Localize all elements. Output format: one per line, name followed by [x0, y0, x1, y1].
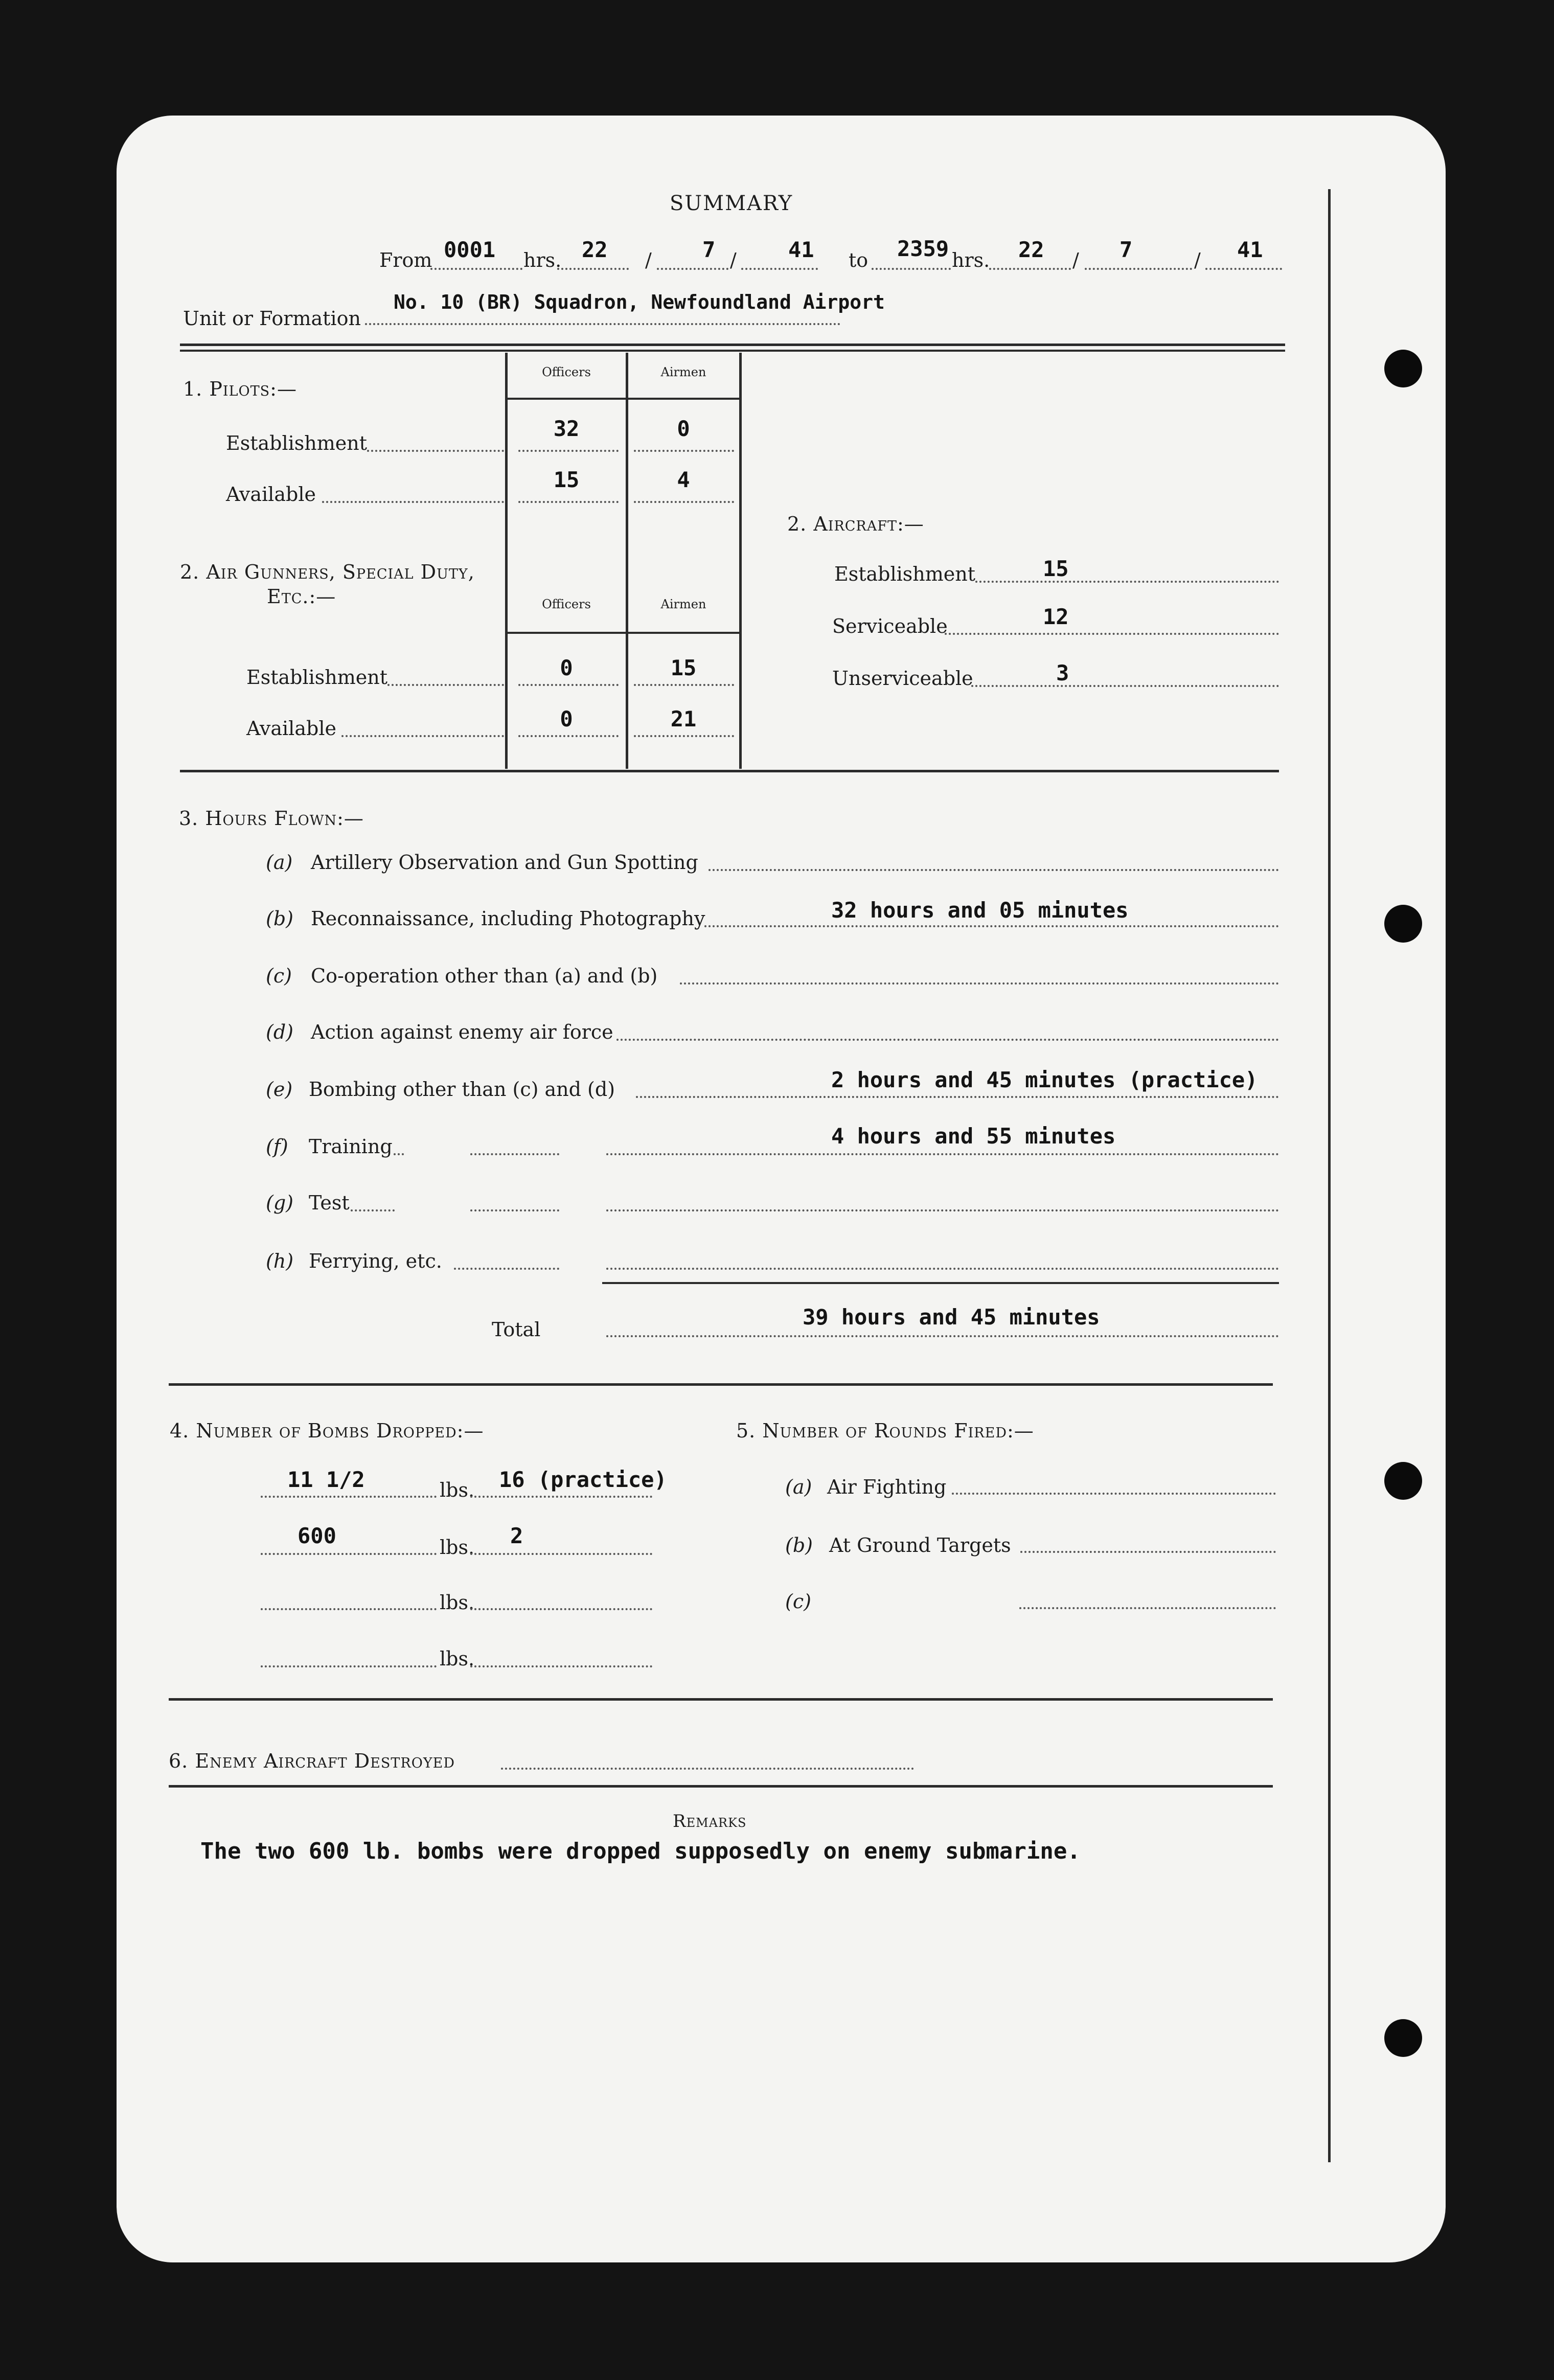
to-year-line	[1205, 268, 1282, 270]
enemy-line	[501, 1768, 914, 1770]
hours-item-value: 4 hours and 55 minutes	[831, 1124, 1116, 1149]
hours-item-letter: (e)	[266, 1078, 293, 1101]
from-time-line	[430, 268, 522, 270]
rounds-item-letter: (c)	[785, 1590, 811, 1613]
bomb-count-line	[470, 1553, 652, 1555]
hours-item-line	[636, 1096, 1279, 1098]
gunners-heading: 2. Air Gunners, Special Duty,	[180, 561, 475, 583]
pilots-available-officers: 15	[553, 467, 580, 492]
gunners-establishment-officers: 0	[560, 655, 573, 680]
gunners-establishment-line	[634, 684, 734, 686]
total-rule	[602, 1282, 1279, 1284]
hours-item-line	[606, 1268, 1279, 1270]
hours-item-line	[454, 1268, 559, 1270]
bomb-count-line	[470, 1665, 652, 1667]
hours-item-line	[616, 1039, 1279, 1041]
hours-heading: 3. Hours Flown:—	[179, 807, 364, 830]
bomb-count-line	[470, 1496, 652, 1498]
hours-item-label: Test	[309, 1192, 350, 1214]
to-year: 41	[1237, 237, 1263, 262]
hours-item-letter: (f)	[266, 1135, 288, 1158]
aircraft-unserviceable-label: Unserviceable	[832, 667, 973, 690]
date-separator: /	[730, 249, 737, 271]
hours-total-value: 39 hours and 45 minutes	[803, 1305, 1100, 1330]
from-month-line	[657, 268, 728, 270]
gunners-available-label: Available	[246, 717, 336, 740]
pilots-establishment-line	[367, 450, 504, 452]
rounds-item-letter: (a)	[785, 1476, 812, 1498]
section-rule	[180, 770, 1279, 772]
unit-label: Unit or Formation	[183, 307, 361, 330]
bomb-weight: 600	[298, 1523, 336, 1548]
binder-hole	[1384, 2019, 1422, 2057]
pilots-available-airmen: 4	[677, 467, 690, 492]
table-rule	[506, 398, 740, 400]
table-rule	[505, 353, 508, 769]
hours-item-value: 2 hours and 45 minutes (practice)	[831, 1067, 1258, 1092]
pilots-establishment-line	[518, 450, 619, 452]
to-label: to	[849, 249, 869, 271]
pilots-airmen-header: Airmen	[660, 365, 706, 379]
pilots-available-label: Available	[226, 483, 316, 506]
aircraft-establishment: 15	[1043, 556, 1069, 581]
hours-item-label: Ferrying, etc.	[309, 1250, 442, 1272]
pilots-establishment-line	[634, 450, 734, 452]
bomb-count: 16 (practice)	[499, 1467, 667, 1492]
rounds-item-line	[1019, 1607, 1276, 1609]
rounds-item-line	[1020, 1551, 1276, 1553]
gunners-available-line	[341, 735, 504, 737]
rounds-heading: 5. Number of Rounds Fired:—	[736, 1420, 1034, 1442]
hours-item-line	[704, 925, 1279, 927]
bomb-count-line	[470, 1608, 652, 1610]
rounds-item-line	[952, 1493, 1276, 1495]
date-separator: /	[645, 249, 652, 271]
bomb-count: 2	[510, 1523, 523, 1548]
hours-total-label: Total	[492, 1318, 541, 1341]
from-day-line	[557, 268, 629, 270]
from-label: From	[379, 249, 432, 271]
to-time: 2359	[897, 236, 949, 261]
section-rule	[180, 350, 1285, 352]
gunners-establishment-line	[387, 684, 504, 686]
table-rule	[739, 353, 742, 769]
binder-hole	[1384, 1462, 1422, 1500]
pilots-establishment-airmen: 0	[677, 416, 690, 441]
table-rule	[506, 632, 740, 634]
gunners-establishment-label: Establishment	[246, 666, 388, 689]
hours-item-label: Bombing other than (c) and (d)	[309, 1078, 615, 1101]
rounds-item-label: At Ground Targets	[829, 1534, 1011, 1557]
unit-value: No. 10 (BR) Squadron, Newfoundland Airport	[394, 291, 885, 313]
lbs-label: lbs.	[440, 1647, 475, 1670]
hrs-label: hrs.	[523, 249, 562, 271]
section-rule	[169, 1785, 1273, 1788]
pilots-available-line	[518, 501, 619, 503]
hours-item-line	[394, 1153, 404, 1155]
binder-hole	[1384, 905, 1422, 943]
date-separator: /	[1194, 249, 1201, 271]
hrs-label: hrs.	[952, 249, 990, 271]
hours-item-line	[606, 1153, 1279, 1155]
hours-item-label: Training	[309, 1135, 393, 1158]
section-rule	[169, 1698, 1273, 1701]
hours-item-label: Co-operation other than (a) and (b)	[311, 965, 658, 987]
from-year-line	[741, 268, 818, 270]
aircraft-heading: 2. Aircraft:—	[787, 513, 924, 535]
bomb-weight-line	[261, 1553, 437, 1555]
margin-line	[1328, 189, 1331, 2162]
bomb-weight-line	[261, 1665, 437, 1667]
rounds-item-letter: (b)	[785, 1534, 813, 1557]
section-rule	[180, 344, 1285, 346]
aircraft-unserviceable: 3	[1056, 660, 1069, 685]
to-time-line	[872, 268, 951, 270]
aircraft-establishment-label: Establishment	[834, 563, 976, 585]
from-year: 41	[788, 237, 814, 262]
hours-item-letter: (c)	[266, 965, 292, 987]
enemy-heading: 6. Enemy Aircraft Destroyed	[169, 1750, 455, 1772]
gunners-available-airmen: 21	[670, 706, 697, 731]
hours-item-line	[351, 1209, 395, 1211]
hours-item-line	[709, 869, 1279, 871]
aircraft-serviceable-label: Serviceable	[832, 615, 948, 637]
gunners-officers-header: Officers	[542, 597, 591, 611]
bomb-weight-line	[261, 1496, 437, 1498]
section-rule	[169, 1383, 1273, 1386]
to-month-line	[1085, 268, 1192, 270]
gunners-available-line	[634, 735, 734, 737]
lbs-label: lbs.	[440, 1591, 475, 1614]
hours-item-letter: (g)	[266, 1192, 293, 1214]
gunners-heading-etc: Etc.:—	[267, 585, 336, 608]
date-separator: /	[1072, 249, 1079, 271]
hours-item-line	[470, 1153, 559, 1155]
hours-item-line	[470, 1209, 559, 1211]
from-time: 0001	[444, 237, 496, 262]
gunners-available-officers: 0	[560, 706, 573, 731]
bomb-weight: 11 1/2	[287, 1467, 365, 1492]
rounds-item-label: Air Fighting	[827, 1476, 947, 1498]
hours-total-line	[606, 1335, 1279, 1337]
gunners-establishment-airmen: 15	[670, 655, 697, 680]
remarks-text: The two 600 lb. bombs were dropped supposedly on enemy submarine.	[200, 1838, 1081, 1864]
gunners-establishment-line	[518, 684, 619, 686]
pilots-available-line	[322, 501, 504, 503]
pilots-establishment-label: Establishment	[226, 432, 368, 454]
hours-item-label: Action against enemy air force	[311, 1021, 613, 1043]
binder-hole	[1384, 350, 1422, 387]
to-month: 7	[1119, 237, 1133, 262]
pilots-establishment-officers: 32	[553, 416, 580, 441]
pilots-heading: 1. Pilots:—	[183, 378, 297, 400]
hours-item-label: Reconnaissance, including Photography	[311, 907, 705, 930]
table-rule	[626, 353, 628, 769]
hours-item-value: 32 hours and 05 minutes	[831, 898, 1129, 923]
gunners-available-line	[518, 735, 619, 737]
aircraft-serviceable: 12	[1043, 604, 1069, 629]
aircraft-serviceable-line	[945, 633, 1279, 635]
bomb-weight-line	[261, 1608, 437, 1610]
lbs-label: lbs.	[440, 1479, 475, 1501]
to-day-line	[989, 268, 1071, 270]
from-day: 22	[582, 237, 608, 262]
gunners-airmen-header: Airmen	[660, 597, 706, 611]
unit-line	[365, 323, 840, 325]
hours-item-letter: (a)	[266, 851, 293, 874]
hours-item-line	[606, 1209, 1279, 1211]
to-day: 22	[1018, 237, 1044, 262]
page-title: SUMMARY	[670, 192, 793, 215]
remarks-heading: Remarks	[673, 1811, 747, 1832]
hours-item-letter: (b)	[266, 907, 293, 930]
hours-item-line	[680, 982, 1279, 985]
lbs-label: lbs.	[440, 1536, 475, 1559]
aircraft-establishment-line	[975, 581, 1279, 583]
hours-item-label: Artillery Observation and Gun Spotting	[311, 851, 698, 874]
aircraft-unserviceable-line	[971, 685, 1279, 687]
pilots-available-line	[634, 501, 734, 503]
bombs-heading: 4. Number of Bombs Dropped:—	[170, 1420, 484, 1442]
pilots-officers-header: Officers	[542, 365, 591, 379]
from-month: 7	[702, 237, 716, 262]
hours-item-letter: (d)	[266, 1021, 293, 1043]
hours-item-letter: (h)	[266, 1250, 294, 1272]
